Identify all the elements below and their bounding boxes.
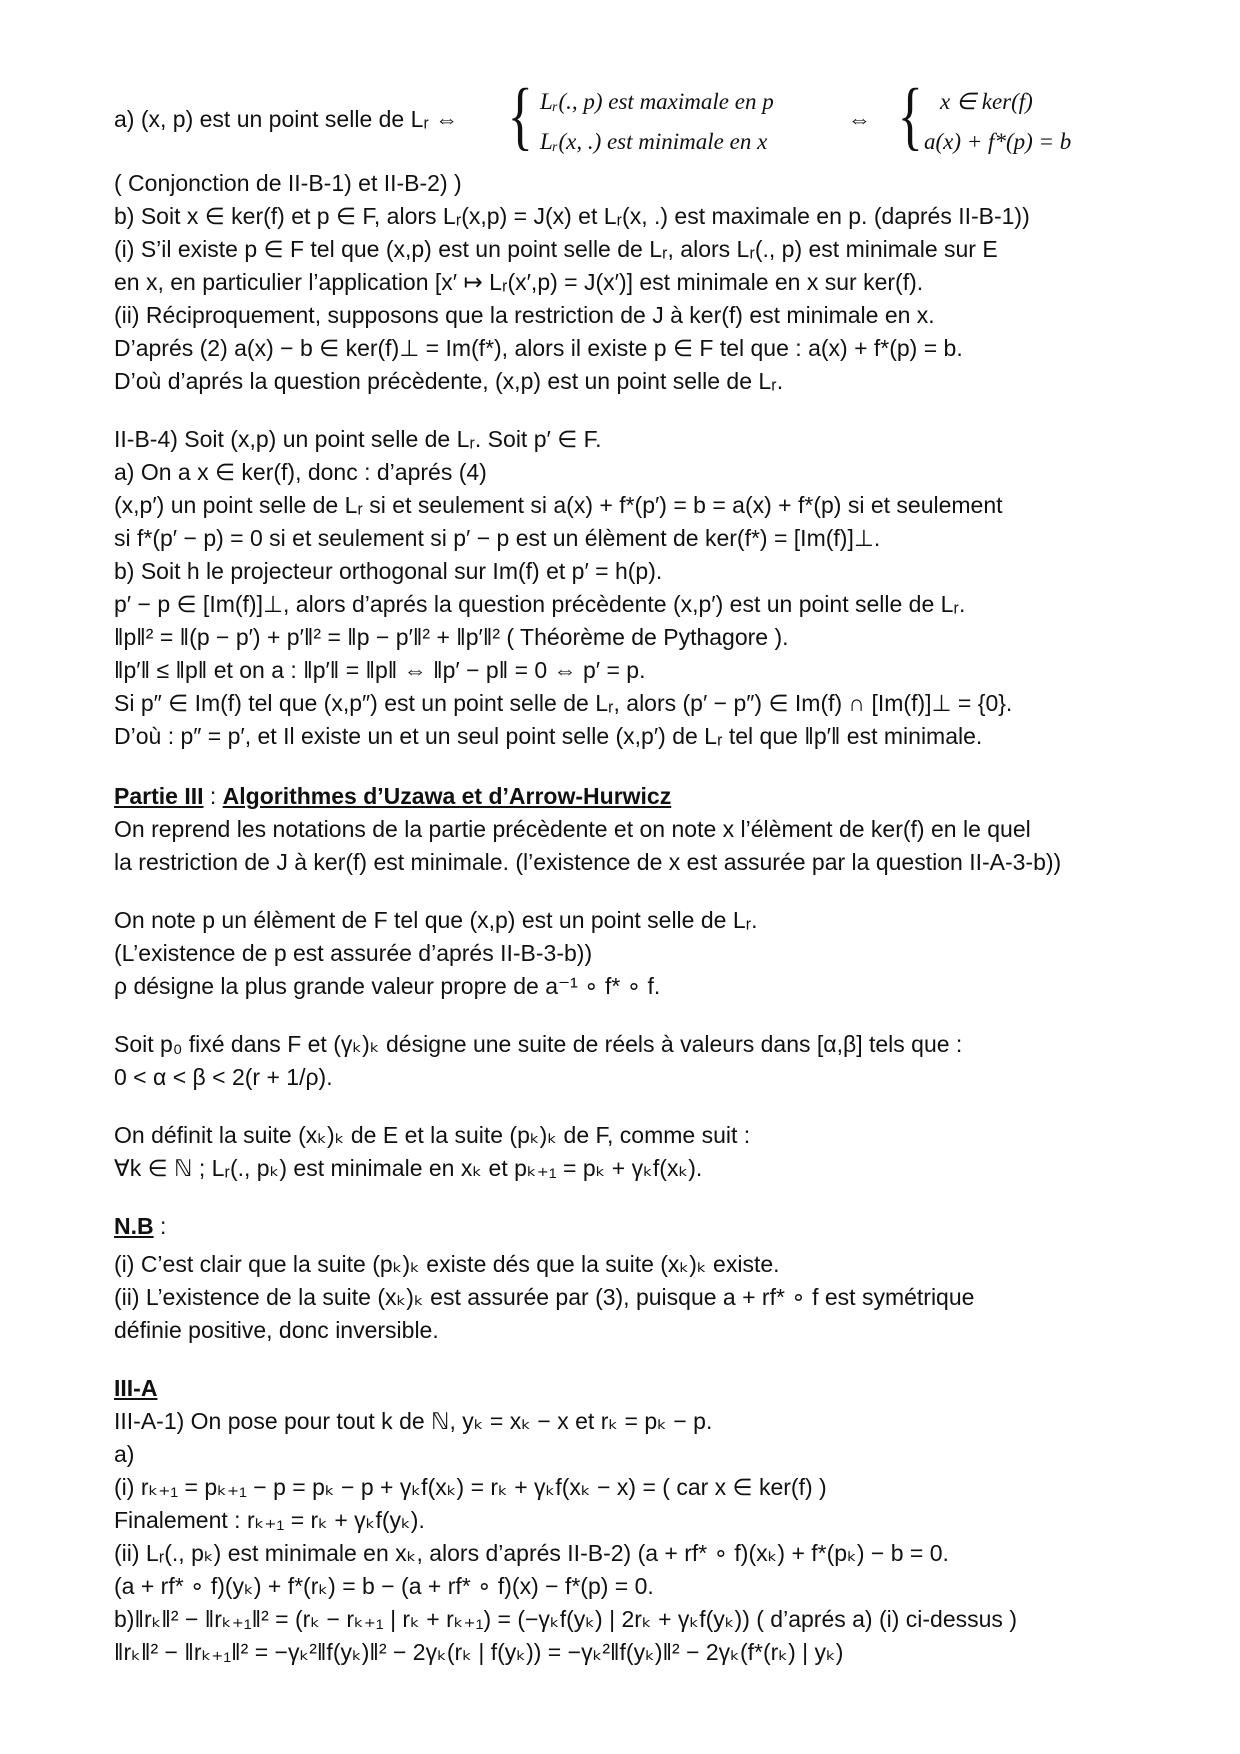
text-line: II-B-4) Soit (x,p) un point selle de Lᵣ. Soit p′ ∈ F. <box>114 426 602 452</box>
text-line: Si p″ ∈ Im(f) tel que (x,p″) est un point selle de Lᵣ, alors (p′ − p″) ∈ Im(f) ∩ [Im(f)]⊥ = {0}. <box>114 690 1013 716</box>
text-line: (i) rₖ₊₁ = pₖ₊₁ − p = pₖ − p + γₖf(xₖ) = rₖ + γₖf(xₖ − x) = ( car x ∈ ker(f) ) <box>114 1474 827 1500</box>
system1-line2: Lᵣ(x, .) est minimale en x <box>540 129 768 154</box>
saddle-point-lead: a) (x, p) est un point selle de Lᵣ ⇔ <box>114 106 459 132</box>
text-line: ‖rₖ‖² − ‖rₖ₊₁‖² = −γₖ²‖f(yₖ)‖² − 2γₖ(rₖ | f(yₖ)) = −γₖ²‖f(yₖ)‖² − 2γₖ(f*(rₖ) | yₖ) <box>114 1639 844 1665</box>
text-line: ‖p‖² = ‖(p − p′) + p′‖² = ‖p − p′‖² + ‖p′‖² ( Théorème de Pythagore ). <box>114 624 789 650</box>
system1-line1: Lᵣ(., p) est maximale en p <box>540 89 774 114</box>
text-line: III-A-1) On pose pour tout k de ℕ, yₖ = xₖ − x et rₖ = pₖ − p. <box>114 1408 713 1434</box>
text-line: D’où d’aprés la question précèdente, (x,p) est un point selle de Lᵣ. <box>114 368 784 394</box>
equiv-symbol: ⇔ <box>848 106 871 132</box>
text-line: (ii) Réciproquement, supposons que la restriction de J à ker(f) est minimale en x. <box>114 302 935 328</box>
text-line: (L’existence de p est assurée d’aprés II-B-3-b)) <box>114 940 593 966</box>
text-line: (i) C’est clair que la suite (pₖ)ₖ existe dés que la suite (xₖ)ₖ existe. <box>114 1251 780 1277</box>
text-line: On reprend les notations de la partie précèdente et on note x l’élèment de ker(f) en le quel <box>114 816 1031 842</box>
system2-line1: x ∈ ker(f) <box>940 89 1033 114</box>
text-line: (a + rf* ∘ f)(yₖ) + f*(rₖ) = b − (a + rf* ∘ f)(x) − f*(p) = 0. <box>114 1573 654 1599</box>
text-line: b) Soit h le projecteur orthogonal sur Im(f) et p′ = h(p). <box>114 558 663 584</box>
text-line: ( Conjonction de II-B-1) et II-B-2) ) <box>114 170 462 196</box>
text-line: Finalement : rₖ₊₁ = rₖ + γₖf(yₖ). <box>114 1507 425 1533</box>
text-line: D’aprés (2) a(x) − b ∈ ker(f)⊥ = Im(f*), alors il existe p ∈ F tel que : a(x) + f*(p) = b. <box>114 335 963 361</box>
text-line: p′ − p ∈ [Im(f)]⊥, alors d’aprés la question précèdente (x,p′) est un point selle de Lᵣ. <box>114 591 966 617</box>
text-line: ρ désigne la plus grande valeur propre de a⁻¹ ∘ f* ∘ f. <box>114 973 661 999</box>
text-line: b)‖rₖ‖² − ‖rₖ₊₁‖² = (rₖ − rₖ₊₁ | rₖ + rₖ₊₁) = (−γₖf(yₖ) | 2rₖ + γₖf(yₖ)) ( d’aprés a) (i) ci-dessus ) <box>114 1606 1017 1632</box>
text-line: a) On a x ∈ ker(f), donc : d’aprés (4) <box>114 459 487 485</box>
left-brace-1: { <box>507 74 534 158</box>
partie-iii-label: Partie III <box>114 783 204 809</box>
partie-iii-title: Algorithmes d’Uzawa et d’Arrow-Hurwicz <box>222 783 672 809</box>
text-line: définie positive, donc inversible. <box>114 1317 439 1343</box>
text-line: la restriction de J à ker(f) est minimale. (l’existence de x est assurée par la question II-A-3-b)) <box>114 849 1062 875</box>
text-line: si f*(p′ − p) = 0 si et seulement si p′ − p est un élèment de ker(f*) = [Im(f)]⊥. <box>114 525 881 551</box>
text-line: ‖p′‖ ≤ ‖p‖ et on a : ‖p′‖ = ‖p‖ ⇔ ‖p′ − p‖ = 0 ⇔ p′ = p. <box>114 657 646 683</box>
text-line: (ii) L’existence de la suite (xₖ)ₖ est assurée par (3), puisque a + rf* ∘ f est symétrique <box>114 1284 975 1310</box>
left-brace-2: { <box>897 74 924 158</box>
system2-line2: a(x) + f*(p) = b <box>924 129 1072 154</box>
text-line: (x,p′) un point selle de Lᵣ si et seulement si a(x) + f*(p′) = b = a(x) + f*(p) si et seulement <box>114 492 1003 518</box>
iii-a-heading: III-A <box>114 1375 158 1401</box>
text-line: 0 < α < β < 2(r + 1/ρ). <box>114 1064 333 1090</box>
nb-heading <box>114 1215 166 1238</box>
partie-iii-separator: : <box>203 783 223 809</box>
nb-separator: : <box>153 1213 167 1239</box>
text-line: On note p un élèment de F tel que (x,p) est un point selle de Lᵣ. <box>114 907 758 933</box>
nb-label: N.B <box>114 1213 154 1239</box>
text-line: a) <box>114 1441 135 1467</box>
text-line: ∀k ∈ ℕ ; Lᵣ(., pₖ) est minimale en xₖ et pₖ₊₁ = pₖ + γₖf(xₖ). <box>114 1155 703 1181</box>
text-line: (i) S’il existe p ∈ F tel que (x,p) est un point selle de Lᵣ, alors Lᵣ(., p) est minimale sur E <box>114 236 998 262</box>
text-line: b) Soit x ∈ ker(f) et p ∈ F, alors Lᵣ(x,p) = J(x) et Lᵣ(x, .) est maximale en p. (daprés II-B-1)) <box>114 203 1030 229</box>
partie-iii-heading <box>114 785 671 808</box>
text-line: Soit p₀ fixé dans F et (γₖ)ₖ désigne une suite de réels à valeurs dans [α,β] tels que : <box>114 1031 963 1057</box>
text-line: D’où : p″ = p′, et Il existe un et un seul point selle (x,p′) de Lᵣ tel que ‖p′‖ est minimale. <box>114 723 983 749</box>
text-line: On définit la suite (xₖ)ₖ de E et la suite (pₖ)ₖ de F, comme suit : <box>114 1122 751 1148</box>
text-line: (ii) Lᵣ(., pₖ) est minimale en xₖ, alors d’aprés II-B-2) (a + rf* ∘ f)(xₖ) + f*(pₖ) − b = 0. <box>114 1540 949 1566</box>
text-line: en x, en particulier l’application [x′ ↦ Lᵣ(x′,p) = J(x′)] est minimale en x sur ker(f). <box>114 269 924 295</box>
